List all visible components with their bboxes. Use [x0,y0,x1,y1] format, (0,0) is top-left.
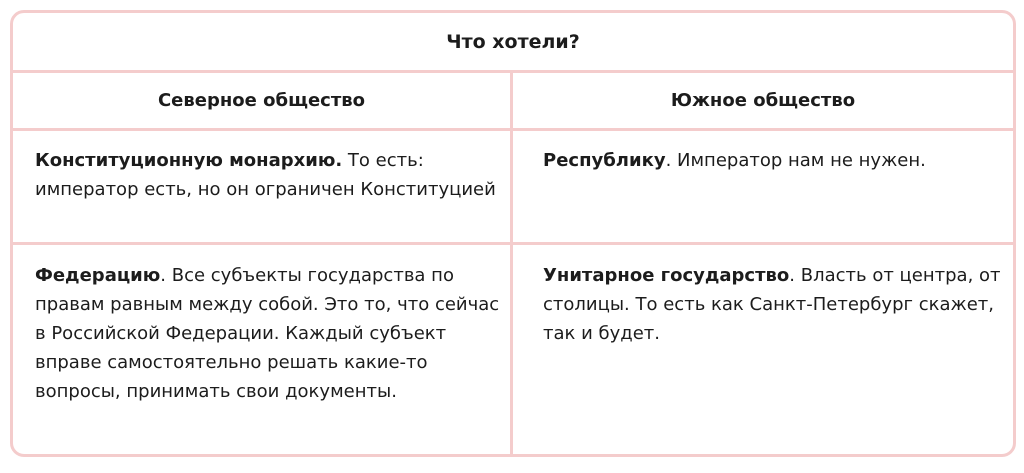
cell-north-government [35,146,500,204]
divider-header [13,128,1013,131]
cell-north-structure [35,261,500,406]
column-divider [510,70,513,454]
cell-south-structure-key: Унитарное государство [543,265,790,286]
cell-north-structure-key: Федерацию [35,265,161,286]
column-header-south: Южное общество [670,90,856,111]
comparison-table [10,10,1016,457]
cell-north-government-key: Конституционную монархию. [35,150,343,171]
cell-south-structure-text: . Власть от центра, от столицы. То есть как Санкт-Петербург скажет, так и будет. [543,265,1001,344]
cell-north-government-text: То есть: император есть, но он ограничен Конституцией [35,150,496,200]
cell-south-government [543,146,1003,175]
divider-row-1 [13,242,1013,245]
table-title: Что хотели? [446,30,580,53]
column-header-north: Северное общество [157,90,366,111]
cell-north-structure-text: . Все субъекты государства по правам равным между собой. Это то, что сейчас в Российской Федерации. Каждый субъект вправе самостоятельно решать какие-то вопросы, принимать свои документы. [35,265,500,402]
cell-south-government-text: . Император нам не нужен. [665,150,926,171]
cell-south-government-key: Республику [543,150,666,171]
cell-south-structure [543,261,1003,348]
